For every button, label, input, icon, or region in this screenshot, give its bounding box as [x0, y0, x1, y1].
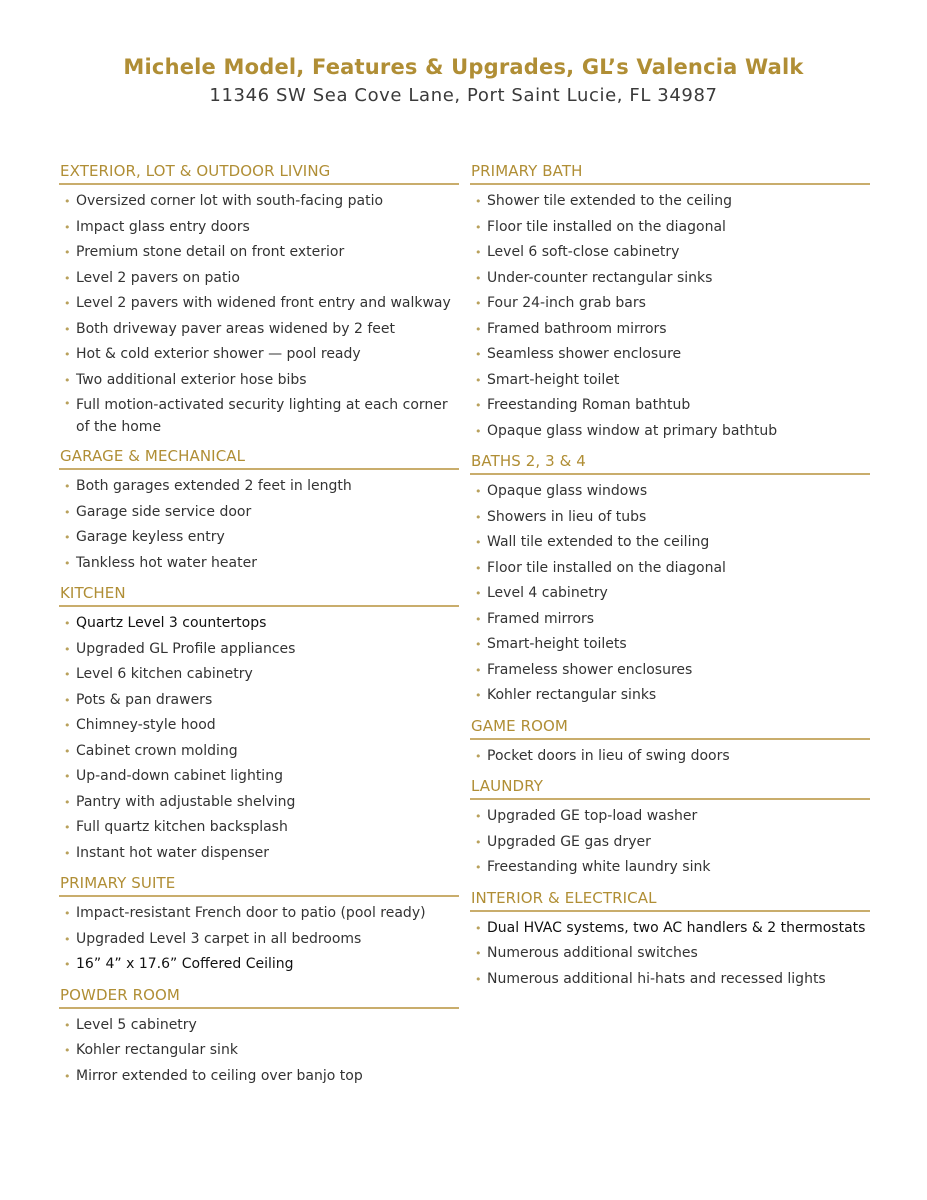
list-item: • Tankless hot water heater: [59, 551, 459, 577]
list-item: • Both garages extended 2 feet in length: [59, 474, 459, 500]
list-item: • Kohler rectangular sinks: [470, 683, 870, 709]
list-item: • Pocket doors in lieu of swing doors: [470, 744, 870, 770]
section-title: PRIMARY BATH: [470, 160, 870, 185]
property-address: 11346 SW Sea Cove Lane, Port Saint Lucie, FL 34987: [209, 85, 718, 106]
feature-list: [59, 901, 459, 978]
section-interior-electrical: [470, 887, 870, 993]
list-item: • Upgraded GE top-load washer: [470, 804, 870, 830]
feature-list: [470, 804, 870, 881]
feature-list: [59, 611, 459, 866]
feature-list: [59, 189, 459, 439]
section-garage: [59, 445, 459, 576]
list-item: • Up-and-down cabinet lighting: [59, 764, 459, 790]
list-item: • Garage side service door: [59, 500, 459, 526]
section-title: EXTERIOR, LOT & OUTDOOR LIVING: [59, 160, 459, 185]
section-title: INTERIOR & ELECTRICAL: [470, 887, 870, 912]
list-item: • Framed mirrors: [470, 607, 870, 633]
list-item: • Oversized corner lot with south-facing patio: [59, 189, 459, 215]
list-item: • Smart-height toilets: [470, 632, 870, 658]
section-title: LAUNDRY: [470, 775, 870, 800]
feature-list: [470, 189, 870, 444]
list-item: • Chimney-style hood: [59, 713, 459, 739]
list-item: • Wall tile extended to the ceiling: [470, 530, 870, 556]
section-kitchen: [59, 582, 459, 866]
list-item: • Instant hot water dispenser: [59, 841, 459, 867]
list-item: • Numerous additional switches: [470, 941, 870, 967]
left-column: [59, 160, 459, 1095]
section-exterior: [59, 160, 459, 439]
section-game-room: [470, 715, 870, 770]
feature-list: [470, 744, 870, 770]
list-item: • Under-counter rectangular sinks: [470, 266, 870, 292]
list-item: • Mirror extended to ceiling over banjo top: [59, 1064, 459, 1090]
list-item: • Level 4 cabinetry: [470, 581, 870, 607]
list-item: • Freestanding Roman bathtub: [470, 393, 870, 419]
section-title: KITCHEN: [59, 582, 459, 607]
feature-list: [59, 474, 459, 576]
list-item: • Frameless shower enclosures: [470, 658, 870, 684]
list-item: • Level 6 soft-close cabinetry: [470, 240, 870, 266]
section-baths-2-3-4: [470, 450, 870, 709]
list-item: • Upgraded GL Profile appliances: [59, 637, 459, 663]
list-item: • Level 6 kitchen cabinetry: [59, 662, 459, 688]
list-item: • Cabinet crown molding: [59, 739, 459, 765]
list-item: • Floor tile installed on the diagonal: [470, 556, 870, 582]
list-item: • Kohler rectangular sink: [59, 1038, 459, 1064]
list-item: • Shower tile extended to the ceiling: [470, 189, 870, 215]
list-item: • Level 2 pavers on patio: [59, 266, 459, 292]
list-item: • Full motion-activated security lighting at each corner of the home: [59, 393, 459, 439]
section-laundry: [470, 775, 870, 881]
list-item: • Upgraded GE gas dryer: [470, 830, 870, 856]
list-item: • Garage keyless entry: [59, 525, 459, 551]
list-item: • Smart-height toilet: [470, 368, 870, 394]
list-item: • Floor tile installed on the diagonal: [470, 215, 870, 241]
document-header: [0, 55, 927, 106]
list-item: • Premium stone detail on front exterior: [59, 240, 459, 266]
list-item: • Level 2 pavers with widened front entry and walkway: [59, 291, 459, 317]
section-title: BATHS 2, 3 & 4: [470, 450, 870, 475]
list-item: • 16” 4” x 17.6” Coffered Ceiling: [59, 952, 459, 978]
list-item: • Pots & pan drawers: [59, 688, 459, 714]
feature-list: [470, 479, 870, 709]
section-title: GAME ROOM: [470, 715, 870, 740]
list-item: • Seamless shower enclosure: [470, 342, 870, 368]
list-item: • Showers in lieu of tubs: [470, 505, 870, 531]
list-item: • Two additional exterior hose bibs: [59, 368, 459, 394]
section-title: GARAGE & MECHANICAL: [59, 445, 459, 470]
list-item: • Freestanding white laundry sink: [470, 855, 870, 881]
list-item: • Dual HVAC systems, two AC handlers & 2 thermostats: [470, 916, 870, 942]
document-title: Michele Model, Features & Upgrades, GL’s Valencia Walk: [123, 55, 804, 79]
section-title: PRIMARY SUITE: [59, 872, 459, 897]
list-item: • Impact glass entry doors: [59, 215, 459, 241]
section-title: POWDER ROOM: [59, 984, 459, 1009]
section-powder-room: [59, 984, 459, 1090]
list-item: • Both driveway paver areas widened by 2 feet: [59, 317, 459, 343]
feature-list: [59, 1013, 459, 1090]
list-item: • Opaque glass windows: [470, 479, 870, 505]
list-item: • Impact-resistant French door to patio (pool ready): [59, 901, 459, 927]
list-item: • Opaque glass window at primary bathtub: [470, 419, 870, 445]
right-column: [470, 160, 870, 998]
list-item: • Pantry with adjustable shelving: [59, 790, 459, 816]
list-item: • Four 24-inch grab bars: [470, 291, 870, 317]
list-item: • Level 5 cabinetry: [59, 1013, 459, 1039]
list-item: • Upgraded Level 3 carpet in all bedrooms: [59, 927, 459, 953]
section-primary-suite: [59, 872, 459, 978]
section-primary-bath: [470, 160, 870, 444]
feature-list: [470, 916, 870, 993]
list-item: • Full quartz kitchen backsplash: [59, 815, 459, 841]
list-item: • Framed bathroom mirrors: [470, 317, 870, 343]
list-item: • Hot & cold exterior shower — pool ready: [59, 342, 459, 368]
list-item: • Quartz Level 3 countertops: [59, 611, 459, 637]
list-item: • Numerous additional hi-hats and recessed lights: [470, 967, 870, 993]
